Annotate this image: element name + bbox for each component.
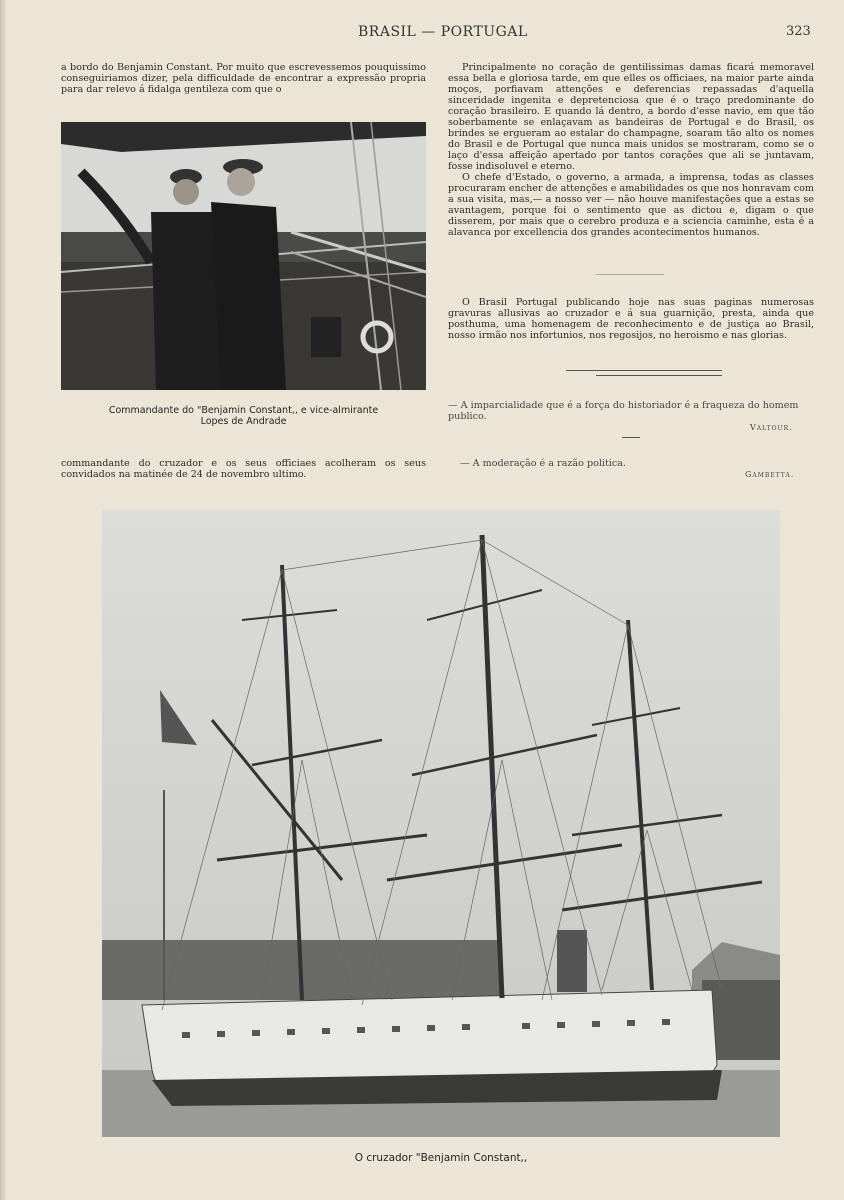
right-paragraph-3: O Brasil Portugal publicando hoje nas suas paginas numerosas gravuras allusivas ao cruzador e á sua guarnição, presta, ainda que posthuma, uma homenagem de reconhecimento e de justiça ao Brasil, nosso irmão nos infortunios, nos regosijos, no heroismo e nas glorias. [448, 297, 814, 341]
photo2-caption: O cruzador "Benjamin Constant,, [354, 1152, 528, 1164]
quote-2-author: Gambetta. [745, 470, 795, 479]
photo1-caption-line1: Commandante do "Benjamin Constant,, e vice-almirante [108, 405, 379, 416]
left-bottom-paragraph: commandante do cruzador e os seus officiaes acolheram os seus convidados na matinée de 24 de novembro ultimo. [61, 458, 426, 480]
left-top-paragraph: a bordo do Benjamin Constant. Por muito que escrevessemos pouquissimo conseguiriamos dizer, pela difficuldade de encontrar a expressão propria para dar relevo á fidalga gentileza com que o [61, 62, 426, 95]
left-column-top [61, 62, 426, 95]
photo-commander-admiral [61, 122, 426, 390]
right-column-tribute [448, 297, 814, 341]
photo1-caption-line2: Lopes de Andrade [200, 416, 287, 427]
small-divider [622, 437, 640, 438]
photo-cruiser-benjamin-constant [102, 510, 780, 1137]
running-header: BRASIL — PORTUGAL [358, 24, 528, 40]
quote-1: — A imparcialidade que é a força do historiador é a fraqueza do homem publico. [448, 400, 799, 422]
photo1-caption [61, 405, 426, 427]
right-column [448, 62, 814, 238]
page-number: 323 [786, 24, 811, 39]
quote-2: — A moderação é a razão politica. [460, 458, 627, 469]
left-column-bottom [61, 458, 426, 480]
double-rule-bottom [596, 375, 722, 376]
quote-1-author: Valtour. [750, 423, 793, 432]
section-divider [596, 274, 664, 275]
page-edge [0, 0, 6, 1200]
double-rule-top [566, 370, 722, 371]
right-paragraph-1: Principalmente no coração de gentilissimas damas ficará memoravel essa bella e gloriosa tarde, em que elles os officiaes, na maior parte ainda moços, porfiavam attenções e deferencias repassadas d'aquella sinceridade ingenita e depretenciosa que é o traço predominante do coração brasileiro. E quando lá dentro, a bordo d'esse navio, em que tão soberbamente se enlaçavam as bandeiras de Portugal e do Brasil, os brindes se ergueram ao estalar do champagne, soaram tão alto os nomes do Brasil e de Portugal que nunca mais unidos se mostraram, como se o laço d'essa affeição apertado por tantos corações que ali se juntavam, fosse indisoluvel e eterno. [448, 62, 814, 172]
right-paragraph-2: O chefe d'Estado, o governo, a armada, a imprensa, todas as classes procuraram encher de attenções e amabilidades os que nos honravam com a sua visita, mas,— a nosso ver — não houve manifestações que a estas se avantagem, porque foi o sentimento que as dictou e, digam o que disserem, por mais que o cerebro produza e a sciencia caminhe, esta é a alavanca por excellencia dos grandes acontecimentos humanos. [448, 172, 814, 238]
